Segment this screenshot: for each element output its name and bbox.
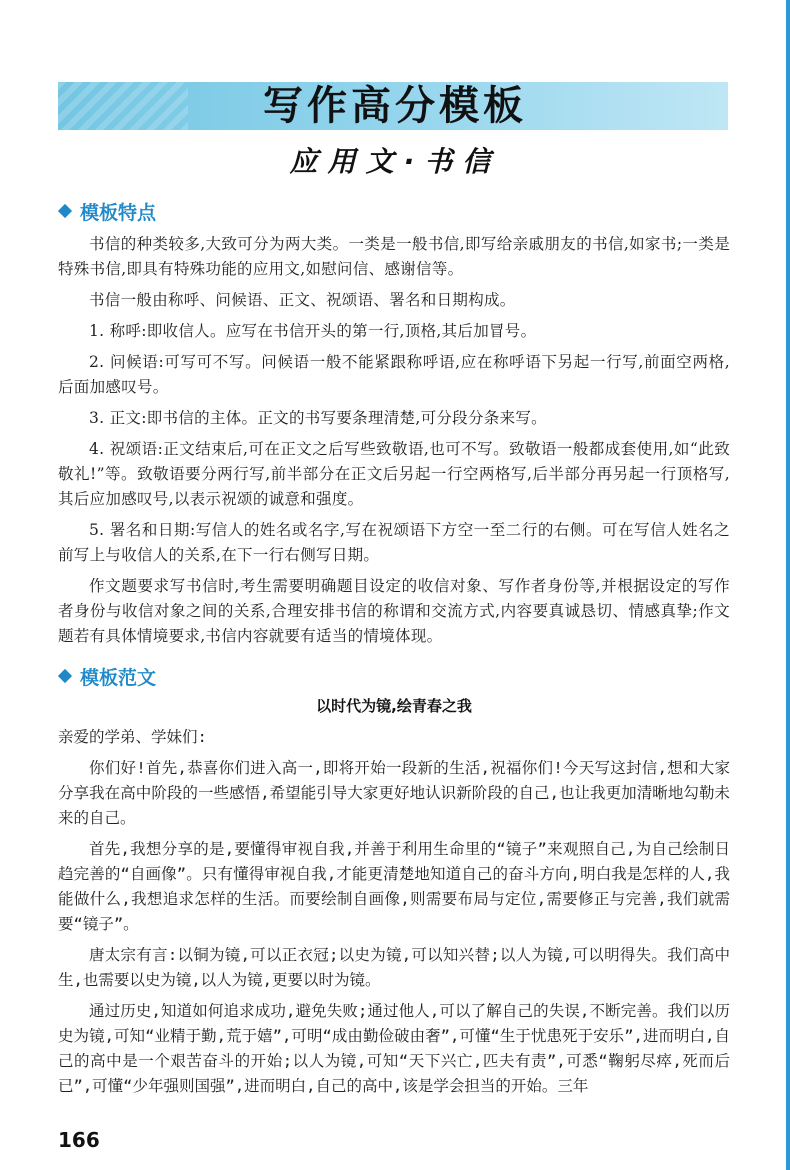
paragraph: 1. 称呼:即收信人。应写在书信开头的第一行,顶格,其后加冒号。 [89, 322, 537, 340]
page-subtitle: 应用文·书信 [289, 145, 501, 178]
section-heading-example [58, 662, 156, 690]
essay-paragraph: 你们好!首先,恭喜你们进入高一,即将开始一段新的生活,祝福你们!今天写这封信,想和大家分享我在高中阶段的一些感悟,希望能引导大家更好地认识新阶段的自己,也让我更加清晰地勾勒未来的自己。 [58, 759, 730, 827]
diamond-icon [58, 204, 72, 218]
diamond-icon [58, 669, 72, 683]
paragraph: 3. 正文:即书信的主体。正文的书写要条理清楚,可分段分条来写。 [89, 409, 547, 427]
page-title: 写作高分模板 [263, 83, 527, 129]
essay-paragraph: 首先,我想分享的是,要懂得审视自我,并善于利用生命里的“镜子”来观照自己,为自己绘制日趋完善的“自画像”。只有懂得审视自我,才能更清楚地知道自己的奋斗方向,明白我是怎样的人,我能做什么,我想追求怎样的生活。而要绘制自画像,则需要布局与定位,需要修正与完善,我们就需要“镜子”。 [58, 840, 730, 933]
essay-salutation: 亲爱的学弟、学妹们: [58, 728, 207, 746]
section-heading-features [58, 197, 156, 225]
paragraph: 4. 祝颂语:正文结束后,可在正文之后写些致敬语,也可不写。致敬语一般都成套使用,如“此致 敬礼!”等。致敬语要分两行写,前半部分在正文后另起一行空两格写,后半部分再另起一行顶格写,其后应加感叹号,以表示祝颂的诚意和强度。 [58, 440, 730, 508]
paragraph: 5. 署名和日期:写信人的姓名或名字,写在祝颂语下方空一至二行的右侧。可在写信人姓名之前写上与收信人的关系,在下一行右侧写日期。 [58, 521, 730, 564]
essay-paragraph: 唐太宗有言:以铜为镜,可以正衣冠;以史为镜,可以知兴替;以人为镜,可以明得失。我们高中生,也需要以史为镜,以人为镜,更要以时为镜。 [58, 946, 730, 989]
example-essay [58, 693, 730, 1105]
paragraph: 书信的种类较多,大致可分为两大类。一类是一般书信,即写给亲戚朋友的书信,如家书;一类是特殊书信,即具有特殊功能的应用文,如慰问信、感谢信等。 [58, 235, 730, 278]
essay-paragraph: 通过历史,知道如何追求成功,避免失败;通过他人,可以了解自己的失误,不断完善。我们以历史为镜,可知“业精于勤,荒于嬉”,可明“成由勤俭破由奢”,可懂“生于忧患死于安乐”,进而明白,自己的高中是一个艰苦奋斗的开始;以人为镜,可知“天下兴亡,匹夫有责”,可悉“鞠躬尽瘁,死而后已”,可懂“少年强则国强”,进而明白,自己的高中,该是学会担当的开始。三年 [58, 1002, 730, 1095]
paragraph: 作文题要求写书信时,考生需要明确题目设定的收信对象、写作者身份等,并根据设定的写作者身份与收信对象之间的关系,合理安排书信的称谓和交流方式,内容要真诚恳切、情感真挚;作文题若有具体情境要求,书信内容就要有适当的情境体现。 [58, 577, 730, 645]
page-number: 166 [58, 1128, 100, 1152]
paragraph: 书信一般由称呼、问候语、正文、祝颂语、署名和日期构成。 [89, 291, 516, 309]
essay-title: 以时代为镜,绘青春之我 [316, 697, 472, 715]
section-heading-label: 模板范文 [80, 666, 157, 689]
section-heading-label: 模板特点 [80, 201, 157, 224]
features-content [58, 232, 730, 655]
paragraph: 2. 问候语:可写可不写。问候语一般不能紧跟称呼语,应在称呼语下另起一行写,前面空两格,后面加感叹号。 [58, 353, 730, 396]
page-edge-marker [786, 0, 790, 1170]
